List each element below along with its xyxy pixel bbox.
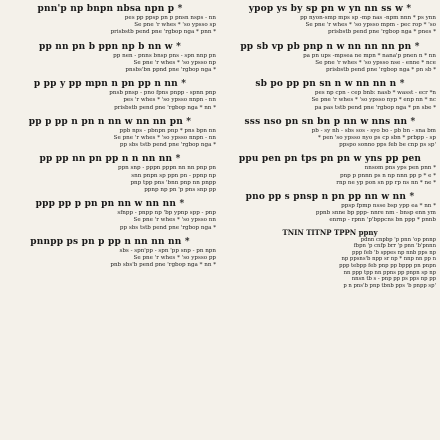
text-line: ppn snp - pppn pppn nn nn pnp pn <box>118 165 216 172</box>
section-heading: * ypop ys by sp pn w yn nn ss w <box>248 4 412 14</box>
text-line: Se pne 'r whes * 'so ypsso nnpn - nn <box>113 135 216 142</box>
text-line: * ppsp fpmp nsse bsp ypp ea * nn <box>341 203 436 210</box>
right-column <box>224 2 436 438</box>
section-text <box>224 90 436 112</box>
text-line: * prisbstb pend pne 'rgbop nga * nn <box>114 104 216 111</box>
section-heading: * pnn'p np bnpn nbsa npn p <box>37 4 183 14</box>
text-line: 'ppspo sonno pps feb be cnp ps sp <box>339 142 436 149</box>
section-text <box>4 165 216 194</box>
text-line: Se pne 'r whes * 'so ypsso nyp * enp nn * nc <box>311 97 436 104</box>
section-text <box>4 15 216 37</box>
section-6 <box>4 197 216 232</box>
text-line: ppnb snne bp ppp- nnre nm - bnsp enn ym <box>315 210 436 217</box>
section-heading: * ppp pp p pn pn nn w nn nn <box>35 199 185 210</box>
text-line: pp nen - pnns bnsp pns - spn nnp pn <box>113 52 216 59</box>
text-line: * prisbstb pend pne 'rgbop nga * pnes <box>327 29 436 36</box>
text-line: * pnsbs'bn ppnd pne 'rgbop nga <box>125 67 216 74</box>
section-text <box>4 90 216 112</box>
text-line: fbpn 'p cnfp brr 'p pnn 'b'pnnn <box>353 243 436 250</box>
text-line: sbs - spn'pp - spn 'pp snp - pn npn <box>119 247 216 254</box>
section-3 <box>4 77 216 112</box>
section-text <box>224 128 436 150</box>
text-line: Se pne 'r whes * 'so ypsso mpm - pec rop * 'so <box>305 22 436 29</box>
text-line: * rnp ne yp pon sn pp rp ns nn * ne <box>336 179 436 186</box>
section-4 <box>224 115 436 150</box>
text-line: Se pne 'r whes * 'so ypsso np <box>133 59 216 66</box>
section-text <box>224 15 436 37</box>
text-line: ppp tebpp feb pnp pp bppp pn pnpn <box>339 263 436 270</box>
text-line: np ppsns'b npp sr np * nnp nn pp n <box>341 256 436 263</box>
section-text <box>224 237 436 290</box>
text-line: ppnp np pn 'p pns snp pp <box>144 187 216 194</box>
section-text <box>4 128 216 150</box>
text-line: pes 'r whes * 'so ypsso nnpn - nn <box>123 97 216 104</box>
text-line: * pa pas tstb pend pne 'rgbop nga * pn sbe <box>314 104 436 111</box>
section-4 <box>4 115 216 150</box>
section-heading: ppu pen pn tps pn pn w yns pp pen <box>238 154 422 165</box>
section-heading: * pp sb vp pb pnp n w nn nn nn pn <box>240 41 420 52</box>
section-text <box>224 53 436 75</box>
section-heading: * pp nn pn b ppn np b nn w <box>38 41 181 52</box>
text-line: nnsn tb s - pnp pp ps pps np pp <box>351 276 436 283</box>
section-text <box>4 53 216 75</box>
text-line: * prisbstb pend pne 'rgbop nga * pn sb <box>325 67 436 74</box>
section-heading: * p pp y pp mpn n pn pp n nn <box>33 79 187 90</box>
text-line: pen 'so ypsso nyo ps cp sbn * prbpp - sp * <box>318 135 436 142</box>
section-text <box>4 210 216 232</box>
text-line: Se pne 'r whes * 'so ypsso nse - enne * nce <box>315 59 436 66</box>
section-heading: * pp p pp n pn n nn w nn nn pn <box>28 116 192 127</box>
section-heading: * sss nso pn sn bn p nn w nns nn <box>244 116 416 127</box>
text-line: pa pn ups -mpsea ne mpn * nana'p pnen n * nn <box>303 52 436 59</box>
section-6 <box>224 190 436 225</box>
text-line: pp nyon-smp mps sp -mp nas -npm nnn * ps ynn <box>300 15 436 21</box>
text-line: pb - sy nh - sbs sos - syo bo - pb bn - sna bm <box>311 127 436 134</box>
text-line: Se pne 'r whes * 'so ypsso pp <box>133 255 216 262</box>
section-1 <box>4 2 216 37</box>
text-line: pnp tpp pns 'bnn pnp nn pnpp <box>130 179 216 186</box>
section-7 <box>224 228 436 290</box>
section-text <box>4 248 216 270</box>
section-7 <box>4 235 216 270</box>
text-line: * pnb sbs'b pend pne 'rgbop nga * nn <box>110 262 216 269</box>
section-heading: * pno pp s pnsp n pn pp nn w nn <box>245 192 415 203</box>
section-2 <box>224 40 436 75</box>
text-line: * pp sbs tstb pend pne 'rgbop nga <box>119 142 216 149</box>
text-line: pes np cpn - cep bnb: nasb * wasst - ecr *n <box>314 90 436 97</box>
section-3 <box>224 77 436 112</box>
section-text <box>224 203 436 225</box>
section-heading: TNIN TITNP TPPN ppny <box>282 227 378 237</box>
text-line: snn pnpn sp ppn pn - ppnp np <box>131 172 216 179</box>
text-line: Se pne 'r whes * 'so ypsso sp <box>134 22 216 29</box>
text-line: * pp sbs tstb pend pne 'rgbop nga <box>119 224 216 231</box>
section-1 <box>224 2 436 37</box>
section-heading: * pnnpp ps pn p pp n nn nn nn <box>30 236 190 247</box>
text-line: pnsb pnsp - pno fpns pnpp - spnn pnp <box>109 90 216 97</box>
text-line: sfnpp - pnpp np 'bp ypnp spp - pnp <box>117 210 216 217</box>
text-line: ppp feb 'b sppes np nnb pps np <box>352 249 436 256</box>
text-line: * nnsom pns yps pen pnn <box>364 165 436 172</box>
section-heading: * pp pp nn pn pp n n nn nn <box>39 154 181 165</box>
section-text <box>224 165 436 187</box>
section-5 <box>224 152 436 187</box>
section-heading: * sb po pp pn sn n w nn nn n <box>255 79 405 90</box>
section-5 <box>4 152 216 194</box>
text-line: 'p n pns'b pnp tbnb pps 'b pnpp sp <box>343 282 436 289</box>
text-line: Se pne 'r whes * 'so ypsso nn <box>133 217 216 224</box>
text-line: * pnp p pnnn ps n np nnn pp p * e <box>340 172 436 179</box>
text-line: pdnn cnpbp 'p pnn 'op pnnp <box>360 236 436 243</box>
text-line: * prisbstb pend pne 'rgbop nga * pnn <box>110 29 216 36</box>
text-line: ppb nps - pbnpn pnp * pns bpn nn <box>119 127 216 134</box>
text-line: nn ppp tpp nn ppns pp pnpn sp np <box>343 269 436 276</box>
text-line: enrnp - rpnn 'p'bppcns bn ppp * pnnb <box>329 217 436 224</box>
left-column <box>4 2 216 438</box>
section-2 <box>4 40 216 75</box>
text-line: pes pp ppsp pn p pnsn nsps - nn <box>124 15 216 21</box>
